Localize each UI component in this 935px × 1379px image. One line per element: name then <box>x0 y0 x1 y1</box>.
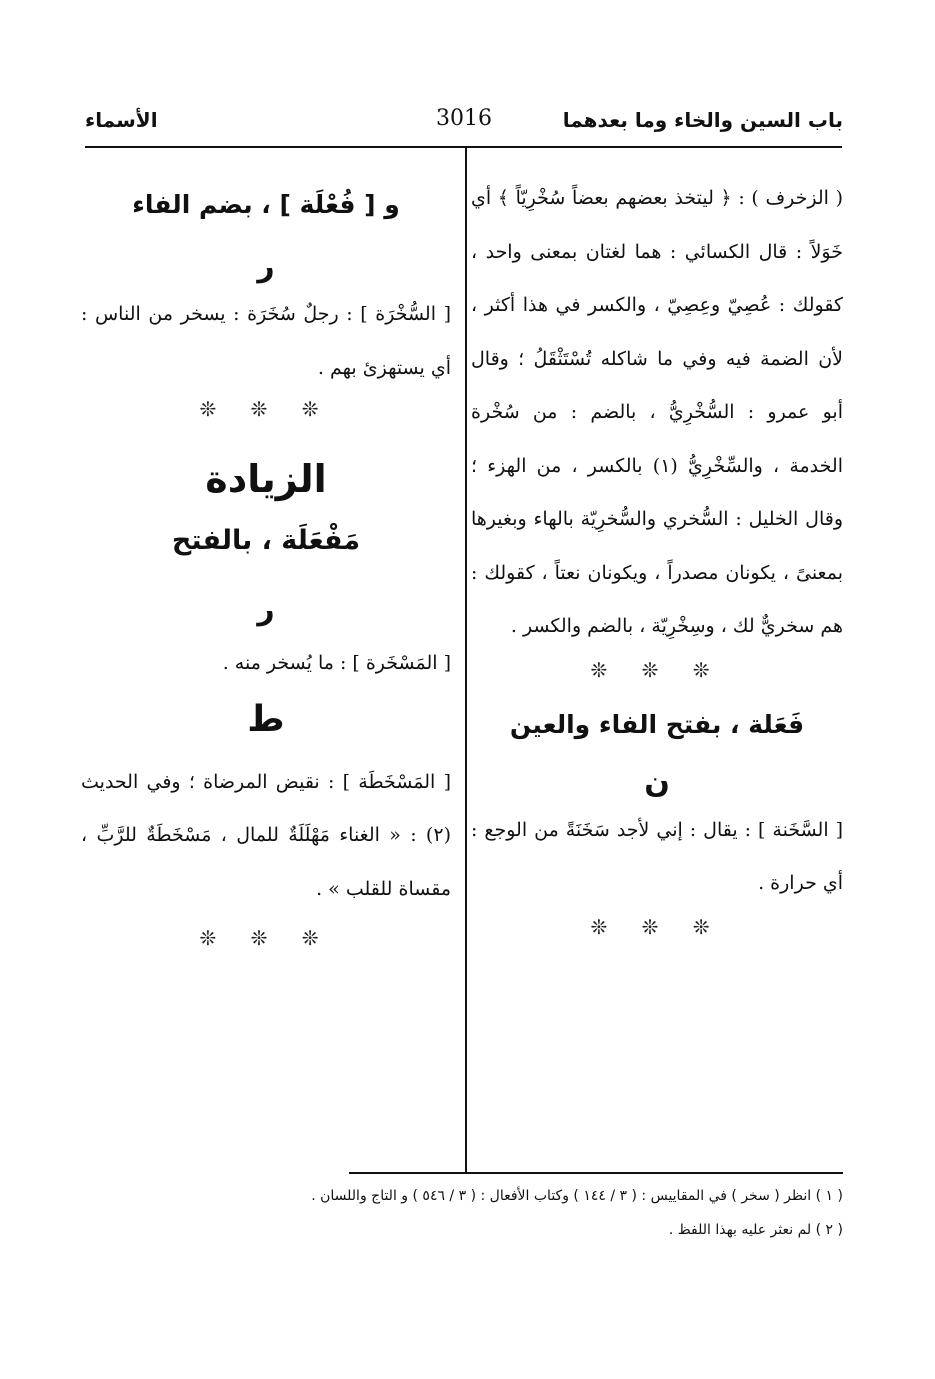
separator-stars: ❊ ❊ ❊ <box>199 926 333 950</box>
page-number: 3016 <box>436 106 492 131</box>
separator-stars: ❊ ❊ ❊ <box>199 397 333 421</box>
footnote-1: ( ١ ) انظر ( سخر ) في المقاييس : ( ٣ / ١٤٤ ) وكتاب الأفعال : ( ٣ / ٥٤٦ ) و التاج واللسان . <box>311 1188 843 1204</box>
footnote-rule <box>349 1172 843 1174</box>
footnote-2: ( ٢ ) لم نعثر عليه بهذا اللفظ . <box>668 1222 843 1238</box>
chapter-title: باب السين والخاء وما بعدهما <box>562 108 843 132</box>
pattern-heading: فَعَلة ، بفتح الفاء والعين <box>509 709 805 739</box>
separator-stars: ❊ ❊ ❊ <box>590 914 724 939</box>
entry-maskhata: [ المَسْخَطَة ] : نقيض المرضاة ؛ وفي الحديث (٢) : « الغناء مَهْلَلَةٌ للمال ، مَسْخَطَةٌ للرَّبِّ ، مقساة للقلب » . <box>81 770 451 900</box>
root-letter-heading: ط <box>247 698 285 740</box>
entry-sukhra: [ السُّخْرَة ] : رجلٌ سُخَرَة : يسخر من الناس : أي يستهزئ بهم . <box>81 303 451 379</box>
entry-maskhara: [ المَسْخَرة ] : ما يُسخر منه . <box>222 652 451 674</box>
entry-sakhana: [ السَّخَنة ] : يقال : إني لأجد سَخَنَةً من الوجع : أي حرارة . <box>471 818 843 894</box>
separator-stars: ❊ ❊ ❊ <box>590 657 724 682</box>
column-divider <box>465 147 467 1174</box>
root-letter-heading: ر <box>257 249 275 284</box>
header-rule <box>85 146 842 148</box>
root-letter-heading: ن <box>644 764 670 800</box>
section-title-ziyada: الزيادة <box>205 457 327 501</box>
right-column <box>471 172 843 939</box>
entry-sukhriy: ( الزخرف ) : ﴿ ليتخذ بعضهم بعضاً سُخْرِيّاً ﴾ أي خَوَلاً : قال الكسائي : هما لغتان بمعنى واحد ، كقولك : عُصِيّ وعِصِيّ ، والكسر في هذا أكثر ، لأن الضمة فيه وفي ما شاكله تُسْتَثْقَلُ ؛ وقال أبو عمرو : السُّخْرِيُّ ، بالضم : من سُخْرة الخدمة ، والسِّخْرِيُّ (١) بالكسر ، من الهزء ؛ وقال الخليل : السُّخري والسُّخرِيّة بالهاء وبغيرها بمعنىً ، يكونان مصدراً ، ويكونان نعتاً ، كقولك : هم سخريٌّ لك ، وسِخْرِيّة ، بالضم والكسر . <box>471 187 843 637</box>
pattern-heading: مَفْعَلَة ، بالفتح <box>171 525 361 556</box>
root-letter-heading: ر <box>257 592 275 627</box>
pattern-heading: و [ فُعْلَة ] ، بضم الفاء <box>132 190 400 219</box>
page-header <box>85 108 843 142</box>
left-column <box>81 172 451 950</box>
section-title: الأسماء <box>85 108 158 132</box>
